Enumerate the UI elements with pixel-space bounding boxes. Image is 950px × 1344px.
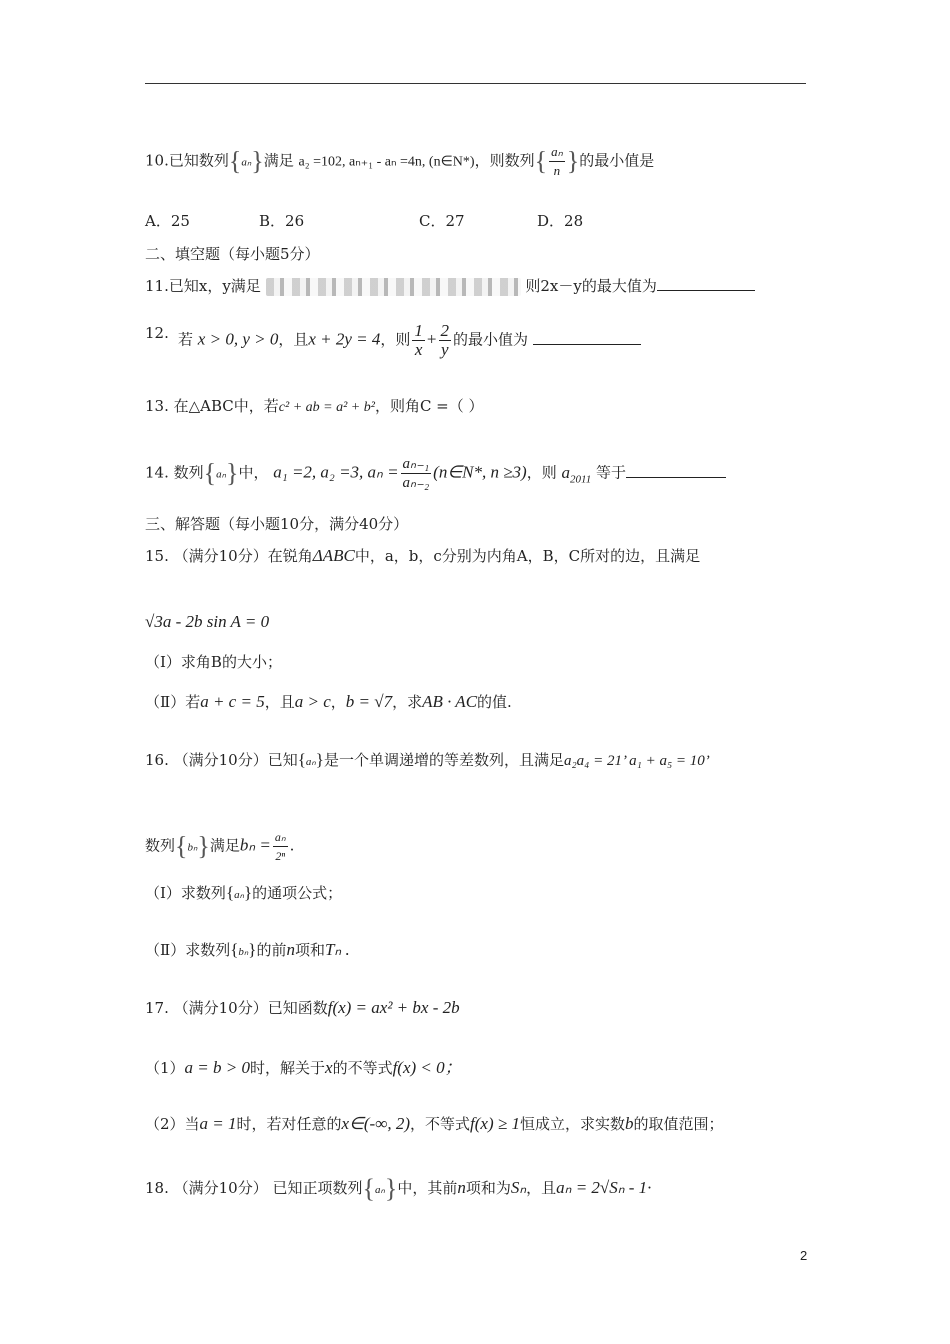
- question-16: 16. （满分10分）已知{aₙ}是一个单调递增的等差数列，且满足a₂a₄ = 21’ a₁ + a₅ = 10’: [145, 750, 710, 769]
- question-13: 13. 在△ABC中，若c² + ab = a² + b²，则角C =（ ）: [145, 397, 484, 415]
- q15-equation: √3a - 2b sin A = 0: [145, 612, 270, 631]
- question-14: 14. 数列{aₙ}中， a₁ =2, a₂ =3, aₙ = $\frac{\text{aₙ₋₁}}{\text{aₙ₋₂}}$ (n∈N*, n ≥3)，则 $a_{2011}$ 等于: [145, 455, 726, 492]
- answer-blank-11: [657, 276, 755, 291]
- q16-line-2: 数列{bₙ}满足bₙ = $\frac{\text{aₙ}}{\text{2ⁿ}}$ .: [145, 830, 295, 863]
- header-rule: [145, 83, 806, 84]
- q16-fraction: $\frac{\text{aₙ}}{\text{2ⁿ}}$: [274, 830, 286, 863]
- question-17: 17. （满分10分）已知函数f(x) = ax² + bx - 2b: [145, 998, 460, 1017]
- q12-label: 12.: [145, 324, 169, 342]
- q10-fraction: $\frac{\text{aₙ}}{n}$: [551, 144, 563, 178]
- q16-part-2: （Ⅱ）求数列{bₙ}的前n项和Tₙ .: [145, 940, 350, 959]
- option-a: A．25: [145, 212, 190, 230]
- q17-part-1: （1）a = b > 0时，解关于x的不等式f(x) < 0；: [145, 1058, 462, 1077]
- question-18: 18. （满分10分） 已知正项数列{aₙ}中，其前n项和为Sₙ，且aₙ = 2√Sₙ - 1·: [145, 1174, 652, 1203]
- q10-options: [145, 211, 583, 231]
- answer-blank-12: [533, 330, 641, 345]
- question-15: 15. （满分10分）在锐角ΔABC中，a，b，c分别为内角A，B，C所对的边，且满足: [145, 546, 701, 565]
- q16-part-1: （Ⅰ）求数列{aₙ}的通项公式；: [145, 883, 343, 902]
- question-12: 若 x > 0, y > 0，且x + 2y = 4，则 $\frac{1}{x}$ + $\frac{2}{y}$ 的最小值为: [178, 322, 641, 359]
- option-b: B．26: [259, 212, 305, 230]
- q14-fraction: $\frac{\text{aₙ₋₁}}{\text{aₙ₋₂}}$: [402, 456, 430, 491]
- q17-part-2: （2）当a = 1时，若对任意的x∈(-∞, 2)，不等式f(x) ≥ 1恒成立，求实数b的取值范围；: [145, 1114, 724, 1133]
- question-11: 11.已知x，y满足 则2x－y的最大值为: [145, 276, 755, 296]
- q10-condition: a₂ =102, aₙ₊₁ - aₙ =4n, (n∈N*): [298, 154, 475, 170]
- q12-fraction-2: $\frac{2}{y}$: [440, 321, 450, 359]
- q15-part-2: （Ⅱ）若a + c = 5，且a > c，b = √7，求AB · AC的值.: [145, 692, 512, 711]
- answer-blank-14: [626, 463, 726, 478]
- question-10: 10.已知数列{aₙ}满足 a₂ =102, aₙ₊₁ - aₙ =4n, (n∈N*)，则数列{ $\frac{\text{aₙ}}{n}$ }的最小值是: [145, 144, 655, 178]
- option-c: C．27: [419, 212, 465, 230]
- q12-fraction-1: $\frac{1}{x}$: [414, 321, 423, 359]
- option-d: D．28: [537, 212, 584, 230]
- section-3-heading: 三、解答题（每小题10分，满分40分）: [145, 515, 409, 533]
- blurred-constraints-image: [266, 278, 521, 296]
- page-number: 2: [800, 1248, 808, 1263]
- q15-part-1: （Ⅰ）求角B的大小；: [145, 653, 282, 671]
- section-2-heading: 二、填空题（每小题5分）: [145, 245, 320, 263]
